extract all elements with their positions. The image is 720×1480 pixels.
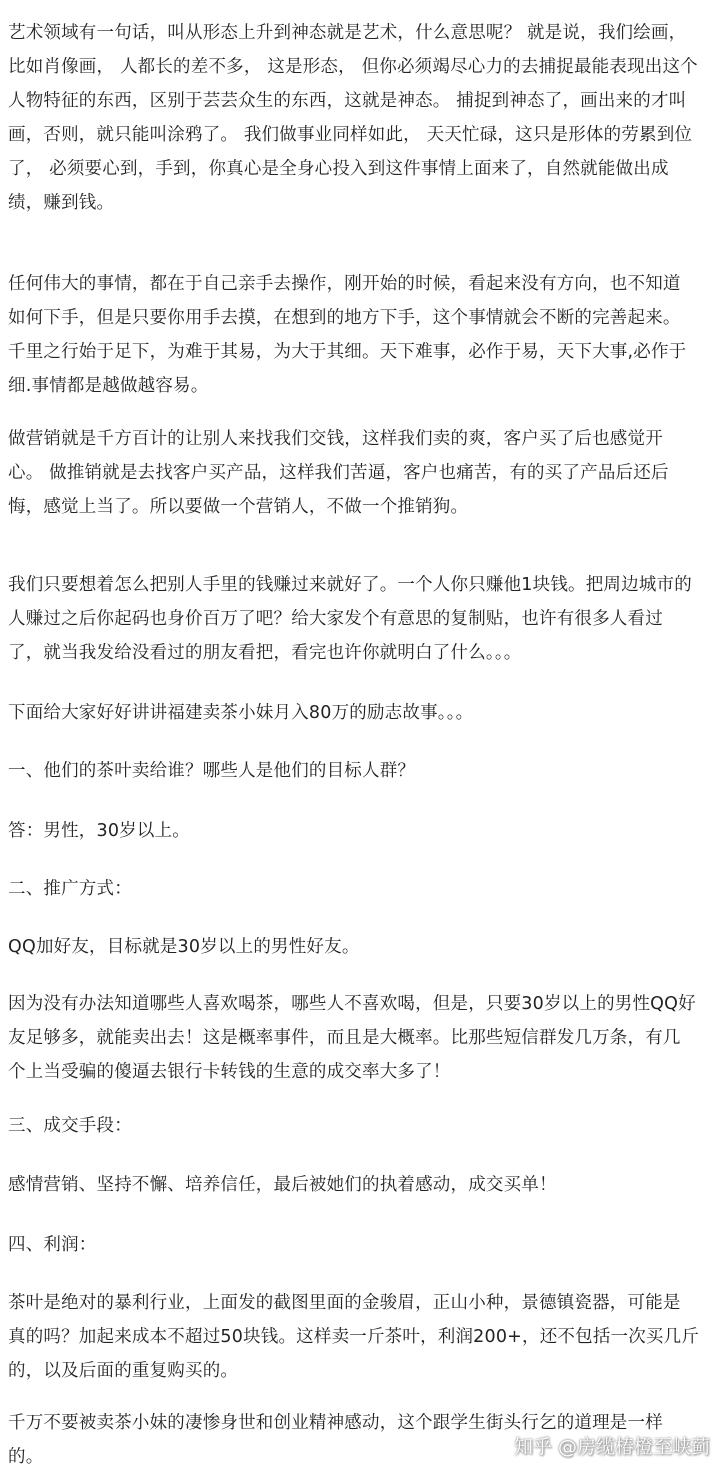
paragraph-qq-friends <box>8 930 712 964</box>
text-line: 的。 <box>8 1447 44 1467</box>
text-line: 悔，感觉上当了。所以要做一个营销人，不做一个推销狗。 <box>8 497 469 517</box>
text-line: 了， 必须要心到，手到，你真心是全身心投入到这件事情上面来了，自然就能做出成 <box>8 159 669 179</box>
text-line: 一、他们的茶叶卖给谁？哪些人是他们的目标人群？ <box>8 761 416 781</box>
text-line: 比如肖像画， 人都长的差不多， 这是形态， 但你必须竭尽心力的去捕捉最能表现出这个 <box>8 57 698 77</box>
paragraph-marketing-vs-sales <box>8 422 712 524</box>
text-line: 友足够多，就能卖出去！这是概率事件，而且是大概率。比那些短信群发几万条，有几 <box>8 1028 681 1048</box>
paragraph-story-intro <box>8 696 712 730</box>
text-line: 任何伟大的事情，都在于自己亲手去操作，刚开始的时候，看起来没有方向，也不知道 <box>8 274 681 294</box>
text-line: 人物特征的东西，区别于芸芸众生的东西，这就是神态。 捕捉到神态了，画出来的才叫 <box>8 91 687 111</box>
text-line: 了，就当我发给没看过的朋友看把，看完也许你就明白了什么。。。 <box>8 643 522 663</box>
text-line: 细.事情都是越做越容易。 <box>8 376 209 396</box>
text-line: 绩，赚到钱。 <box>8 193 115 213</box>
text-line: 四、利润： <box>8 1235 97 1255</box>
text-line: 人赚过之后你起码也身价百万了吧？给大家发个有意思的复制贴，也许有很多人看过 <box>8 609 663 629</box>
text-line: 的，以及后面的重复购买的。 <box>8 1361 239 1381</box>
paragraph-great-things <box>8 267 712 403</box>
section-heading-profit <box>8 1228 712 1262</box>
paragraph-closing-method <box>8 1168 712 1202</box>
paragraph-answer-target <box>8 814 712 848</box>
text-line: 感情营销、坚持不懈、培养信任，最后被她们的执着感动，成交买单！ <box>8 1175 557 1195</box>
text-line: 艺术领域有一句话，叫从形态上升到神态就是艺术，什么意思呢？ 就是说，我们绘画， <box>8 23 687 43</box>
text-line: 个上当受骗的傻逼去银行卡转钱的生意的成交率大多了！ <box>8 1062 451 1082</box>
text-line: 我们只要想着怎么把别人手里的钱赚过来就好了。一个人你只赚他1块钱。把周边城市的 <box>8 575 692 595</box>
text-line: 答：男性，30岁以上。 <box>8 821 190 841</box>
text-line: 下面给大家好好讲讲福建卖茶小妹月入80万的励志故事。。。 <box>8 703 474 723</box>
text-line: 心。 做推销就是去找客户买产品，这样我们苦逼，客户也痛苦，有的买了产品后还后 <box>8 463 669 483</box>
text-line: 千里之行始于足下，为难于其易，为大于其细。天下难事，必作于易，天下大事,必作于 <box>8 342 687 362</box>
paragraph-earn-money <box>8 568 712 670</box>
text-line: QQ加好友，目标就是30岁以上的男性好友。 <box>8 937 360 957</box>
section-heading-target <box>8 754 712 788</box>
zhihu-watermark: 知乎 @房缆椿橙至峡蓟 <box>513 1436 710 1458</box>
text-line: 因为没有办法知道哪些人喜欢喝茶，哪些人不喜欢喝，但是，只要30岁以上的男性QQ好 <box>8 994 696 1014</box>
text-line: 茶叶是绝对的暴利行业，上面发的截图里面的金骏眉，正山小种，景德镇瓷器，可能是 <box>8 1293 681 1313</box>
paragraph-profit <box>8 1286 712 1388</box>
section-heading-promotion <box>8 872 712 906</box>
paragraph-probability <box>8 987 712 1089</box>
text-line: 如何下手，但是只要你用手去摸，在想到的地方下手，这个事情就会不断的完善起来。 <box>8 308 681 328</box>
text-line: 二、推广方式： <box>8 879 132 899</box>
paragraph-art-intro <box>8 16 712 220</box>
text-line: 做营销就是千方百计的让别人来找我们交钱，这样我们卖的爽，客户买了后也感觉开 <box>8 429 663 449</box>
text-line: 真的吗？加起来成本不超过50块钱。这样卖一斤茶叶，利润200+，还不包括一次买几斤 <box>8 1327 700 1347</box>
section-heading-closing <box>8 1109 712 1143</box>
text-line: 画，否则，就只能叫涂鸦了。 我们做事业同样如此， 天天忙碌，这只是形体的劳累到位 <box>8 125 693 145</box>
text-line: 千万不要被卖茶小妹的凄惨身世和创业精神感动，这个跟学生街头行乞的道理是一样 <box>8 1413 663 1433</box>
text-line: 三、成交手段： <box>8 1116 132 1136</box>
